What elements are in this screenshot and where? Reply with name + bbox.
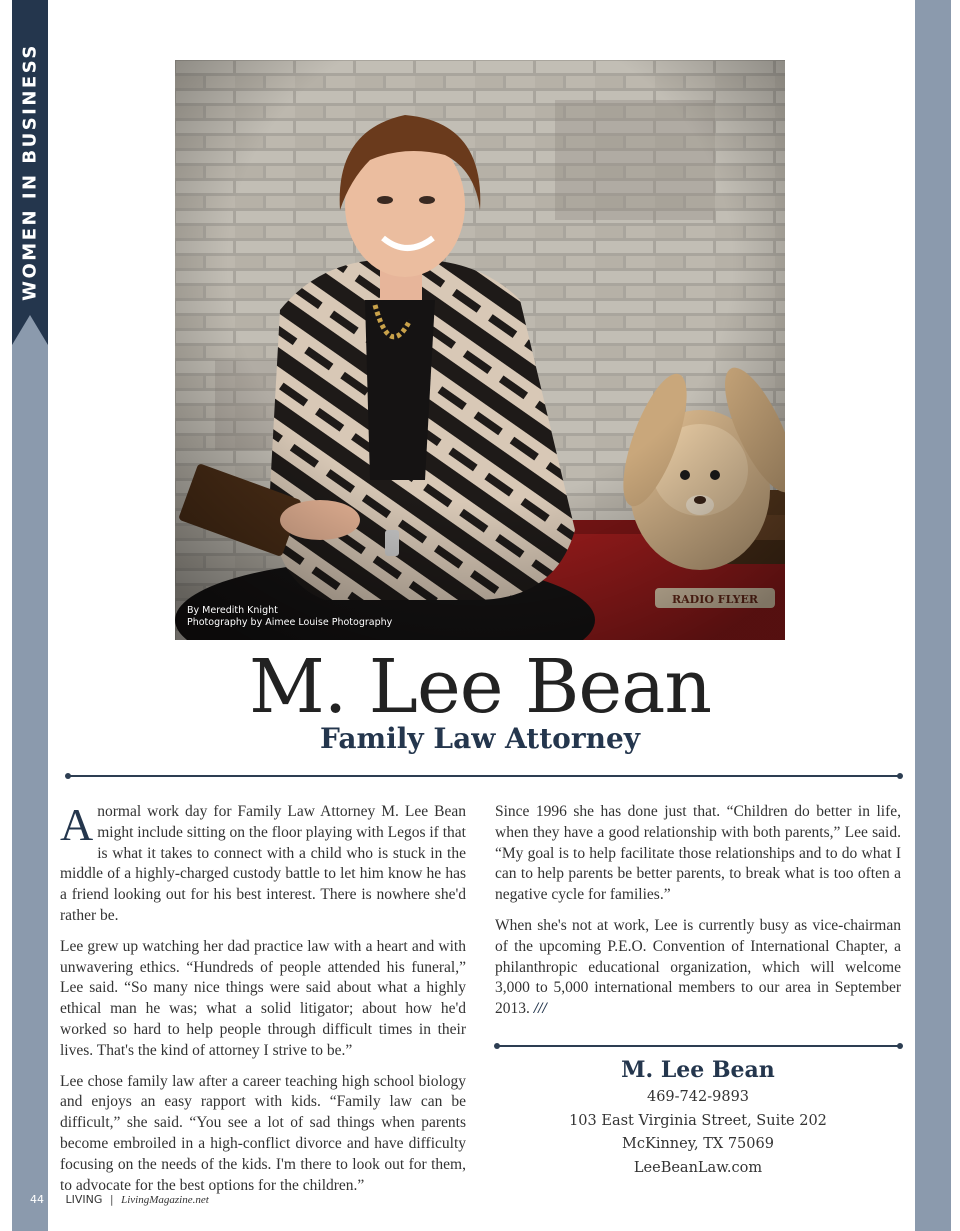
page-footer: [30, 1193, 209, 1206]
article-paragraph: Lee grew up watching her dad practice law with a heart and with unwavering ethics. “Hundreds of people attended his funeral,” Lee said. “So many nice things were said about what a highly ethical man he was; what a solid litigator; about how he'd worked so hard to help people through difficult times in their lives. That's the kind of attorney I strive to be.”: [60, 937, 466, 1059]
portrait-illustration: [175, 60, 785, 640]
paragraph-text: When she's not at work, Lee is currently busy as vice-chairman of the upcoming P.E.O. Convention of International Chapter, a philanthropic educational organization, which will welcome 3,000 to 5,000 international members to our area in September 2013.: [495, 916, 901, 1018]
article-paragraph: [60, 799, 466, 927]
byline: By Meredith Knight: [187, 605, 278, 616]
contact-phone: 469-742-9893: [646, 1089, 750, 1105]
photo-credits: [187, 605, 392, 629]
section-tab-notch: [12, 315, 48, 345]
end-mark: ///: [533, 1000, 547, 1018]
paragraph-text: normal work day for Family Law Attorney M. Lee Bean might include sitting on the floor playing with Legos if that is what it takes to connect with a child who is stuck in the middle of a highly-charged custody battle to let him know he has a friend looking out for his best interest. There is nowhere she'd rather be.: [60, 803, 466, 924]
contact-block: [495, 1054, 901, 1180]
article-column-left: [60, 799, 466, 1206]
title-divider: [68, 775, 900, 777]
page-number: 44: [30, 1193, 44, 1206]
article-column-right: [495, 802, 901, 1030]
contact-website: LeeBeanLaw.com: [633, 1159, 763, 1176]
magazine-site: LivingMagazine.net: [121, 1194, 209, 1206]
contact-name: M. Lee Bean: [621, 1057, 775, 1083]
article-subtitle: Family Law Attorney: [319, 722, 641, 755]
contact-divider: [497, 1045, 900, 1047]
photo-credit: Photography by Aimee Louise Photography: [187, 617, 393, 628]
contact-city: McKinney, TX 75069: [622, 1136, 774, 1152]
magazine-name: LIVING: [65, 1193, 103, 1206]
article-title: M. Lee Bean: [248, 644, 711, 730]
footer-separator: |: [109, 1193, 114, 1206]
article-paragraph: Since 1996 she has done just that. “Children do better in life, when they have a good relationship with both parents,” Lee said. “My goal is to help facilitate those relationships and to do what I can to help parents be better parents, to break what is too often a negative cycle for families.”: [495, 803, 901, 904]
section-label: WOMEN IN BUSINESS: [19, 43, 41, 301]
right-margin-band: [915, 0, 951, 1231]
drop-cap: A: [60, 799, 94, 850]
article-paragraph: Lee chose family law after a career teaching high school biology and enjoys an easy rapport with kids. “Family law can be difficult,” she said. “You see a lot of sad things when parents become embroiled in a high-conflict divorce and have difficulty focusing on the needs of the kids. I'm there to look out for them, to advocate for the best options for the children.”: [60, 1072, 466, 1194]
article-paragraph: [495, 916, 901, 1020]
contact-address: 103 East Virginia Street, Suite 202: [569, 1112, 827, 1129]
portrait-photo: [175, 60, 785, 640]
